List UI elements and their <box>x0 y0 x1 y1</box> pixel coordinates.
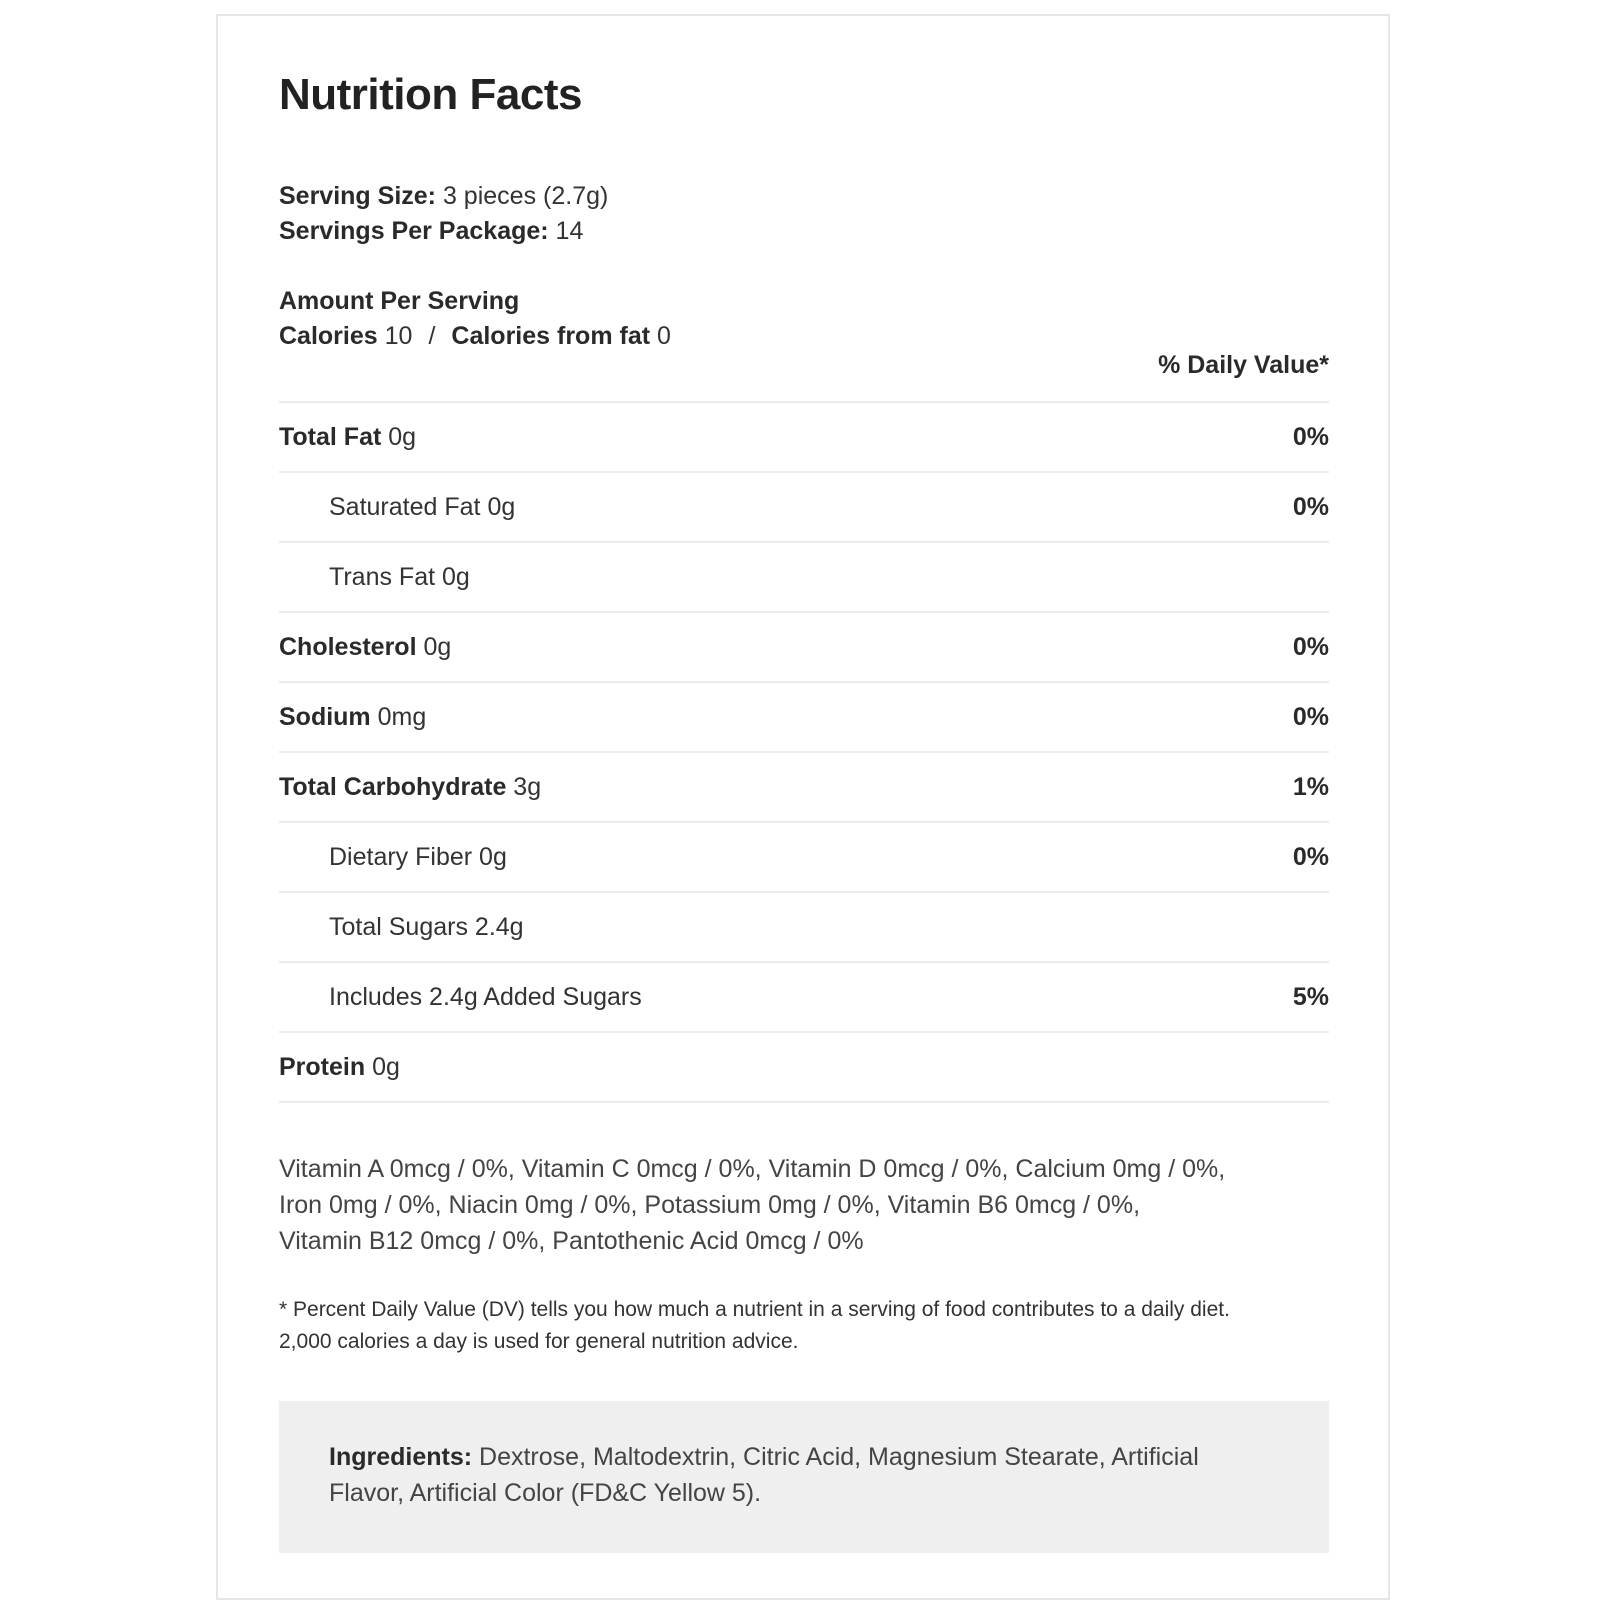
nutrient-daily-value: 0% <box>1292 423 1329 451</box>
nutrient-name: Dietary Fiber <box>329 843 473 871</box>
nutrient-daily-value: 5% <box>1292 983 1329 1011</box>
calories-value: 10 <box>384 322 413 350</box>
nutrient-amount: 0g <box>487 493 516 521</box>
daily-value-header: % Daily Value* <box>1158 351 1329 379</box>
nutrient-row-sodium <box>279 683 1329 753</box>
vitamins-line: Iron 0mg / 0%, Niacin 0mg / 0%, Potassium 0mg / 0%, Vitamin B6 0mcg / 0%, <box>279 1191 1141 1219</box>
vitamins-minerals <box>279 1151 1329 1259</box>
nutrient-amount: 0g <box>442 563 470 591</box>
nutrient-row-added-sugars <box>279 963 1329 1033</box>
serving-size-value: 3 pieces (2.7g) <box>442 182 609 210</box>
nutrient-name: Total Fat <box>279 423 382 451</box>
calories-line <box>279 322 671 351</box>
nutrient-amount: 0g <box>423 633 452 661</box>
nutrient-daily-value: 0% <box>1292 493 1329 521</box>
nutrient-row-trans-fat <box>279 543 1329 613</box>
nutrient-name: Trans Fat <box>329 563 436 591</box>
ingredients-text-line: Dextrose, Maltodextrin, Citric Acid, Magnesium Stearate, Artificial <box>479 1443 1199 1471</box>
nutrient-row-protein <box>279 1033 1329 1103</box>
daily-value-footnote <box>279 1294 1329 1358</box>
nutrition-facts-card <box>216 14 1390 1600</box>
vitamins-line: Vitamin B12 0mcg / 0%, Pantothenic Acid 0mcg / 0% <box>279 1227 864 1255</box>
nutrient-name: Includes 2.4g Added Sugars <box>329 983 642 1011</box>
nutrient-amount: 0g <box>388 423 417 451</box>
nutrient-name: Protein <box>279 1053 366 1081</box>
calories-from-fat-value: 0 <box>657 322 671 350</box>
nutrient-amount: 0g <box>479 843 507 871</box>
nutrient-name: Cholesterol <box>279 633 417 661</box>
calories-from-fat-label: Calories from fat <box>451 322 651 350</box>
nutrient-daily-value: 1% <box>1292 773 1329 801</box>
ingredients-box <box>279 1401 1329 1553</box>
nutrient-row-total-carbohydrate <box>279 753 1329 823</box>
nutrient-table <box>279 401 1329 1103</box>
servings-per-package <box>279 217 583 246</box>
nutrient-name: Saturated Fat <box>329 493 481 521</box>
nutrient-amount: 0mg <box>377 703 427 731</box>
servings-per-package-value: 14 <box>555 217 584 245</box>
calories-separator: / <box>428 322 436 350</box>
nutrient-amount: 2.4g <box>474 913 524 941</box>
footnote-line: * Percent Daily Value (DV) tells you how much a nutrient in a serving of food contributes to a daily diet. <box>279 1298 1230 1321</box>
vitamins-line: Vitamin A 0mcg / 0%, Vitamin C 0mcg / 0%, Vitamin D 0mcg / 0%, Calcium 0mg / 0%, <box>279 1155 1226 1183</box>
serving-size <box>279 182 608 211</box>
nutrient-row-saturated-fat <box>279 473 1329 543</box>
nutrient-amount: 3g <box>513 773 542 801</box>
amount-per-serving: Amount Per Serving <box>279 287 520 315</box>
nutrient-name: Total Sugars <box>329 913 468 941</box>
nutrient-daily-value: 0% <box>1292 843 1329 871</box>
serving-size-label: Serving Size: <box>279 182 436 210</box>
ingredients-text-line: Flavor, Artificial Color (FD&C Yellow 5). <box>329 1479 762 1507</box>
nutrient-daily-value: 0% <box>1292 703 1329 731</box>
servings-per-package-label: Servings Per Package: <box>279 217 549 245</box>
nutrient-row-total-fat <box>279 403 1329 473</box>
nutrient-row-dietary-fiber <box>279 823 1329 893</box>
nutrient-name: Total Carbohydrate <box>279 773 507 801</box>
footnote-line: 2,000 calories a day is used for general nutrition advice. <box>279 1330 799 1353</box>
page-title: Nutrition Facts <box>279 70 582 119</box>
ingredients-label: Ingredients: <box>329 1443 473 1471</box>
nutrient-daily-value: 0% <box>1292 633 1329 661</box>
nutrient-row-cholesterol <box>279 613 1329 683</box>
nutrient-amount: 0g <box>372 1053 400 1081</box>
calories-label: Calories <box>279 322 378 350</box>
nutrient-name: Sodium <box>279 703 371 731</box>
nutrient-row-total-sugars <box>279 893 1329 963</box>
